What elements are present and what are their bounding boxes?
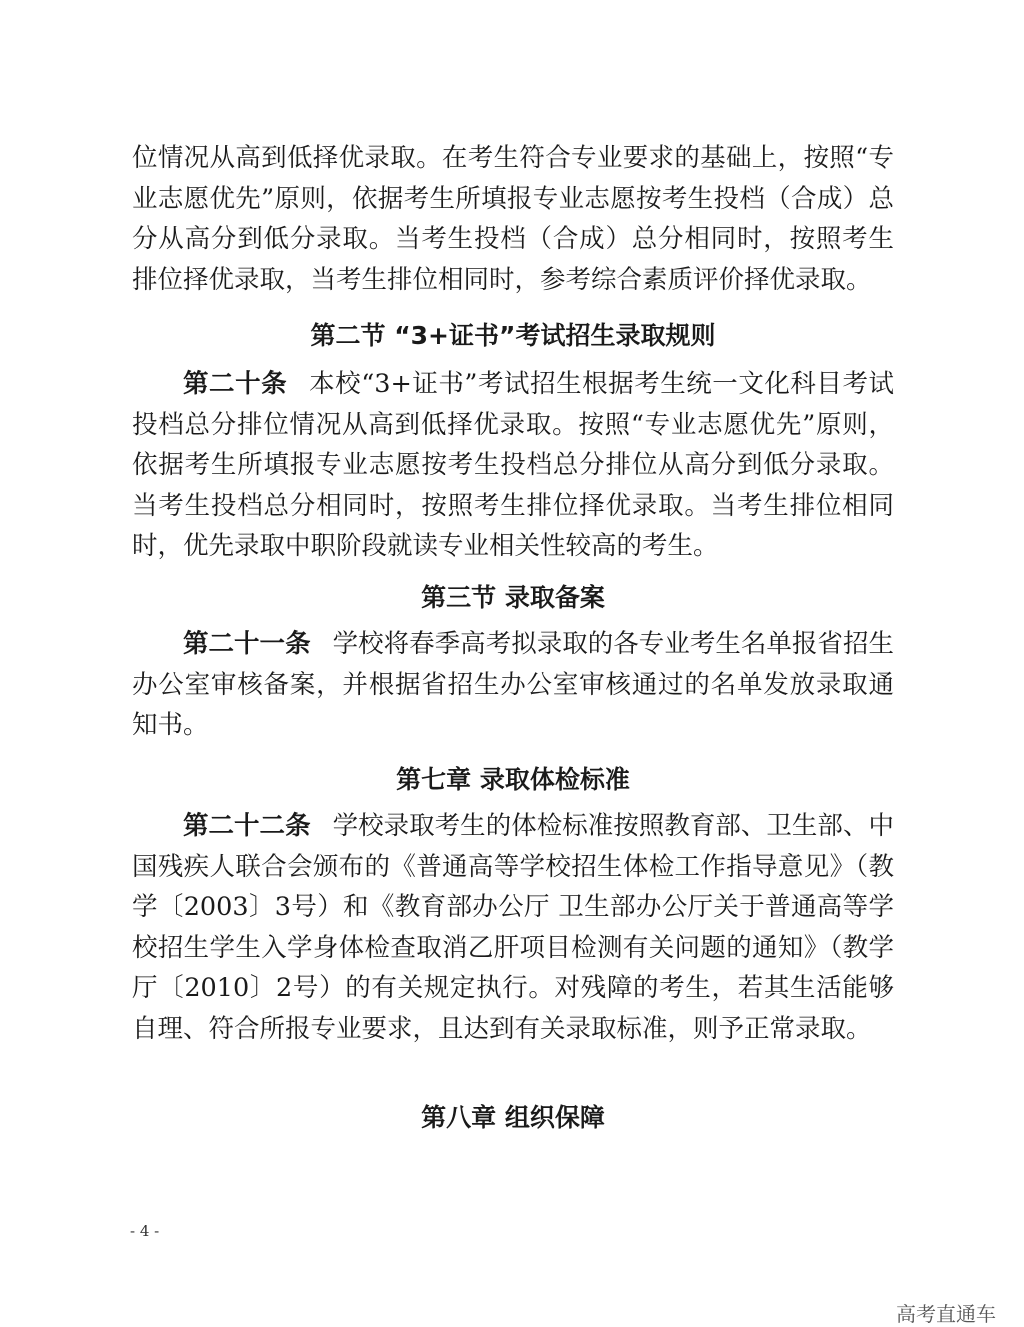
- paragraph-text: 位情况从高到低择优录取。在考生符合专业要求的基础上，按照“专业志愿优先”原则，依据考生所填报专业志愿按考生投档（合成）总分从高分到低分录取。当考生投档（合成）总分相同时，按照考生排位择优录取，当考生排位相同时，参考综合素质评价择优录取。: [132, 143, 894, 295]
- section-heading-3plus-certificate: 第二节 “3+证书”考试招生录取规则: [310, 321, 716, 350]
- chapter-heading-physical-exam: 第七章 录取体检标准: [396, 765, 630, 794]
- section-heading-admission-filing: 第三节 录取备案: [421, 583, 605, 612]
- article-20-text: 本校“3+证书”考试招生根据考生统一文化科目考试投档总分排位情况从高到低择优录取。按照“专业志愿优先”原则，依据考生所填报专业志愿按考生投档总分排位从高分到低分录取。当考生投档总分相同时，按照考生排位择优录取。当考生排位相同时，优先录取中职阶段就读专业相关性较高的考生。: [132, 369, 894, 561]
- article-20: [132, 364, 894, 567]
- article-21: [132, 624, 894, 746]
- paragraph-admission-rules-continued: [132, 138, 894, 300]
- article-22: [132, 806, 894, 1049]
- chapter-heading-organization: 第八章 组织保障: [421, 1103, 605, 1132]
- article-21-label: 第二十一条: [183, 629, 311, 659]
- watermark-text: 高考直通车: [896, 1302, 996, 1326]
- article-22-text: 学校录取考生的体检标准按照教育部、卫生部、中国残疾人联合会颁布的《普通高等学校招生体检工作指导意见》（教学〔2003〕3号）和《教育部办公厅 卫生部办公厅关于普通高等学校招生学生入学身体检查取消乙肝项目检测有关问题的通知》（教学厅〔2010〕2号）的有关规定执行。对残障的考生，若其生活能够自理、符合所报专业要求，且达到有关录取标准，则予正常录取。: [132, 811, 894, 1044]
- page-number: - 4 -: [130, 1222, 160, 1240]
- article-20-label: 第二十条: [183, 369, 288, 399]
- article-21-text: 学校将春季高考拟录取的各专业考生名单报省招生办公室审核备案，并根据省招生办公室审核通过的名单发放录取通知书。: [132, 629, 894, 740]
- article-22-label: 第二十二条: [183, 811, 311, 841]
